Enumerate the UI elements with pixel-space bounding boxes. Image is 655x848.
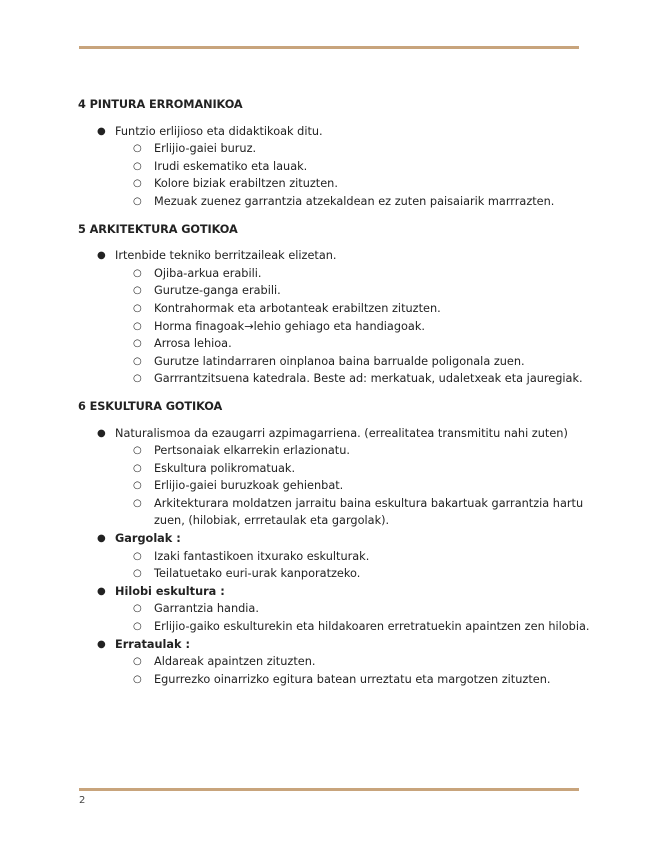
page-number: 2 — [79, 795, 86, 806]
bullet-filled-icon: ● — [97, 585, 106, 597]
sub-list-item — [115, 653, 598, 671]
sub-list-item-text: Izaki fantastikoen itxurako eskulturak. — [154, 549, 370, 563]
sub-list-item — [115, 460, 598, 478]
bullet-hollow-icon: ○ — [133, 621, 142, 633]
bullet-list — [78, 247, 598, 388]
section-title: 6 ESKULTURA GOTIKOA — [78, 399, 223, 413]
section-title: 4 PINTURA ERROMANIKOA — [78, 98, 243, 111]
bullet-hollow-icon: ○ — [133, 445, 142, 457]
bullet-hollow-icon: ○ — [133, 550, 142, 562]
sub-list-item — [115, 140, 598, 158]
sub-list-item — [115, 282, 598, 300]
bullet-hollow-icon: ○ — [133, 673, 142, 685]
sub-list-item-text: Mezuak zuenez garrantzia atzekaldean ez zuten paisaiarik marrrazten. — [154, 194, 555, 208]
bullet-filled-icon: ● — [97, 533, 106, 545]
sub-list-item — [115, 335, 598, 353]
bullet-hollow-icon: ○ — [133, 373, 142, 385]
sub-list-item — [115, 477, 598, 495]
sub-list — [115, 548, 598, 583]
sub-list-item — [115, 370, 598, 388]
section-pintura-erromanikoa — [78, 96, 598, 211]
sub-list-item — [115, 175, 598, 193]
sub-list-item — [115, 548, 598, 566]
sub-list-item — [115, 318, 598, 336]
sub-list-item-text: Horma finagoak→lehio gehiago eta handiagoak. — [154, 319, 425, 333]
bullet-hollow-icon: ○ — [133, 355, 142, 367]
bullet-hollow-icon: ○ — [133, 480, 142, 492]
sub-list-item-text: Erlijio-gaiei buruzkoak gehienbat. — [154, 479, 344, 493]
list-item — [78, 247, 598, 388]
bullet-hollow-icon: ○ — [133, 143, 142, 155]
bullet-hollow-icon: ○ — [133, 568, 142, 580]
list-item-text: Hilobi eskultura : — [115, 584, 225, 598]
section-title: 5 ARKITEKTURA GOTIKOA — [78, 222, 238, 236]
sub-list-item-text: Erlijio-gaiei buruz. — [154, 142, 257, 156]
sub-list-item-text: Erlijio-gaiko eskulturekin eta hildakoaren erretratuekin apaintzen zen hilobia. — [154, 620, 590, 634]
sub-list-item-text: Garrantzia handia. — [154, 602, 259, 616]
sub-list-item-text: Egurrezko oinarrizko egitura batean urreztatu eta margotzen zituzten. — [154, 672, 551, 686]
list-item-text: Gargolak : — [115, 532, 181, 546]
sub-list-item-text: Arkitekturara moldatzen jarraitu baina eskultura bakartuak garrantzia hartu zuen, (hilobiak, errretaulak eta gargolak). — [154, 496, 584, 528]
sub-list-item — [115, 158, 598, 176]
bullet-hollow-icon: ○ — [133, 497, 142, 509]
sub-list-item-text: Kontrahormak eta arbotanteak erabiltzen zituzten. — [154, 301, 441, 315]
sub-list-item — [115, 600, 598, 618]
bullet-list — [78, 123, 598, 211]
bullet-filled-icon: ● — [97, 250, 106, 262]
bullet-filled-icon: ● — [97, 638, 106, 650]
bullet-hollow-icon: ○ — [133, 195, 142, 207]
bullet-filled-icon: ● — [97, 125, 106, 137]
sub-list-item-text: Ojiba-arkua erabili. — [154, 266, 262, 280]
list-item — [78, 425, 598, 531]
bullet-hollow-icon: ○ — [133, 178, 142, 190]
list-item-text: Funtzio erlijioso eta didaktikoak ditu. — [115, 124, 323, 138]
sub-list-item-text: Gurutze latindarraren oinplanoa baina barrualde poligonala zuen. — [154, 354, 525, 368]
list-item-hilobi-eskultura — [78, 583, 598, 636]
sub-list-item — [115, 565, 598, 583]
sub-list-item-text: Eskultura polikromatuak. — [154, 461, 296, 475]
bullet-filled-icon: ● — [97, 427, 106, 439]
bullet-hollow-icon: ○ — [133, 285, 142, 297]
sub-list — [115, 442, 598, 530]
sub-list — [115, 140, 598, 210]
sub-list-item-text: Garrrantzitsuena katedrala. Beste ad: merkatuak, udaletxeak eta jauregiak. — [154, 372, 583, 386]
list-item-text: Irtenbide tekniko berritzaileak elizetan. — [115, 249, 337, 263]
sub-list-item-text: Aldareak apaintzen zituzten. — [154, 655, 316, 669]
sub-list-item — [115, 495, 598, 530]
sub-list-item-text: Gurutze-ganga erabili. — [154, 284, 281, 298]
top-divider — [79, 46, 579, 49]
sub-list-item-text: Pertsonaiak elkarrekin erlazionatu. — [154, 444, 350, 458]
bullet-hollow-icon: ○ — [133, 603, 142, 615]
bullet-hollow-icon: ○ — [133, 462, 142, 474]
bullet-hollow-icon: ○ — [133, 160, 142, 172]
sub-list-item — [115, 300, 598, 318]
sub-list-item-text: Irudi eskematiko eta lauak. — [154, 159, 308, 173]
sub-list — [115, 653, 598, 688]
bullet-hollow-icon: ○ — [133, 267, 142, 279]
sub-list-item-text: Teilatuetako euri-urak kanporatzeko. — [154, 567, 361, 581]
sub-list-item — [115, 671, 598, 689]
document-body — [78, 96, 598, 698]
bullet-hollow-icon: ○ — [133, 656, 142, 668]
sub-list-item-text: Arrosa lehioa. — [154, 337, 232, 351]
list-item-text: Naturalismoa da ezaugarri azpimagarriena. (errealitatea transmititu nahi zuten) — [115, 426, 568, 440]
list-item-gargolak — [78, 530, 598, 583]
sub-list-item — [115, 353, 598, 371]
sub-list-item — [115, 265, 598, 283]
list-item-text: Errataulak : — [115, 637, 191, 651]
bottom-divider — [79, 788, 579, 791]
list-item — [78, 123, 598, 211]
sub-list-item — [115, 618, 598, 636]
section-arkitektura-gotikoa — [78, 221, 598, 388]
bullet-hollow-icon: ○ — [133, 302, 142, 314]
sub-list-item — [115, 193, 598, 211]
bullet-hollow-icon: ○ — [133, 338, 142, 350]
list-item-errataulak — [78, 636, 598, 689]
bullet-hollow-icon: ○ — [133, 320, 142, 332]
bullet-list — [78, 425, 598, 689]
sub-list-item — [115, 442, 598, 460]
sub-list-item-text: Kolore biziak erabiltzen zituzten. — [154, 177, 338, 191]
sub-list — [115, 265, 598, 388]
section-eskultura-gotikoa — [78, 398, 598, 689]
sub-list — [115, 600, 598, 635]
